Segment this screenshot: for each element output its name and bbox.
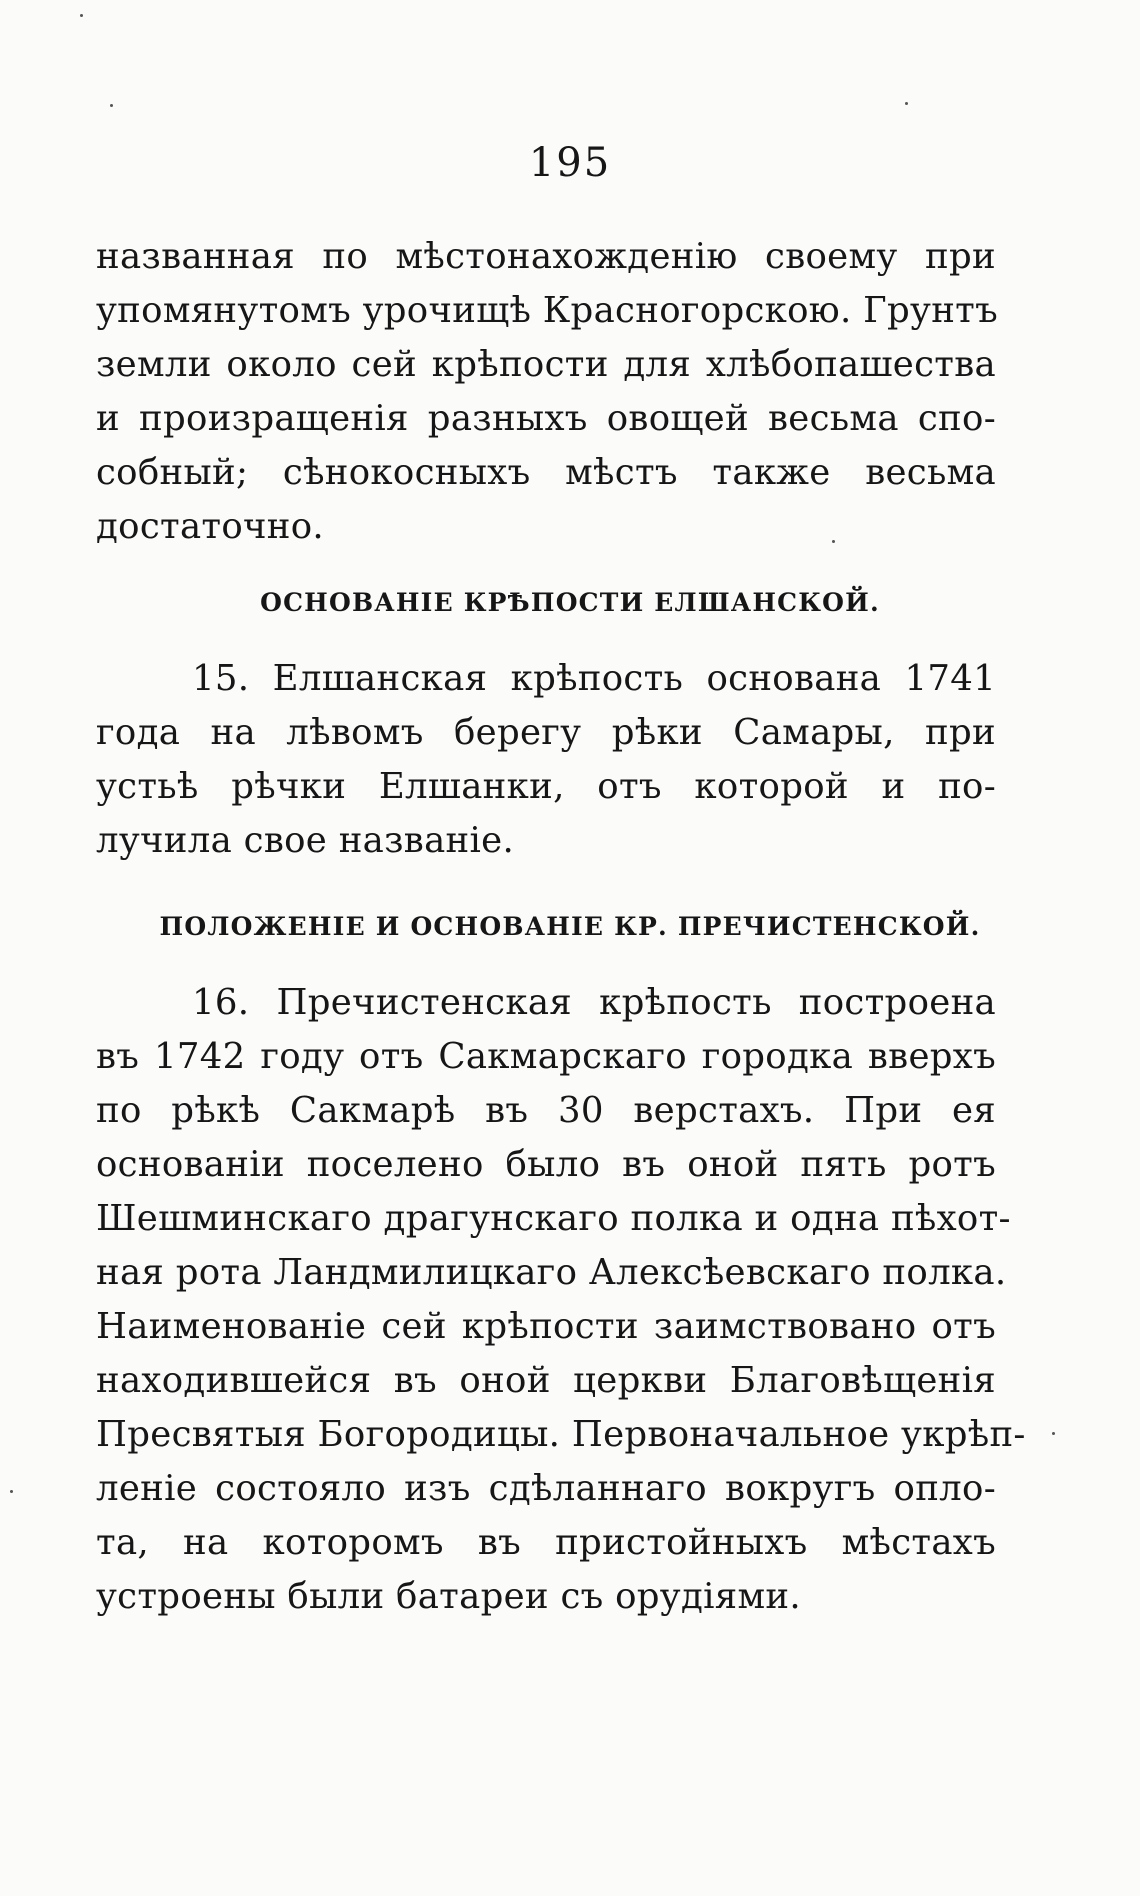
section-heading: ПОЛОЖЕНІЕ И ОСНОВАНІЕ КР. ПРЕЧИСТЕНСКОЙ. — [159, 912, 981, 941]
page-number: 195 — [528, 140, 612, 186]
paragraph-continuation — [96, 230, 996, 554]
text-line: основаніи поселено было въ оной пять ротъ — [96, 1144, 996, 1185]
text-line: собный; сѣнокосныхъ мѣстъ также весьма — [96, 452, 996, 493]
print-speck — [1052, 1432, 1055, 1435]
text-line: и произращенія разныхъ овощей весьма спо- — [96, 398, 996, 439]
text-line: по рѣкѣ Сакмарѣ въ 30 верстахъ. При ея — [96, 1090, 996, 1131]
text-line: упомянутомъ урочищѣ Красногорскою. Грунтъ — [96, 290, 998, 331]
text-line: лучила свое названіе. — [96, 820, 515, 861]
text-line: земли около сей крѣпости для хлѣбопашества — [96, 344, 996, 385]
text-line: та, на которомъ въ пристойныхъ мѣстахъ — [96, 1522, 996, 1563]
print-speck — [80, 14, 83, 17]
text-line: устроены были батареи съ орудіями. — [96, 1576, 801, 1617]
print-speck — [905, 102, 908, 105]
text-line: Наименованіе сей крѣпости заимствовано отъ — [96, 1306, 996, 1347]
text-line: ная рота Ландмилицкаго Алексѣевскаго полка. — [96, 1252, 1007, 1293]
paragraph-16 — [96, 976, 1026, 1624]
section-heading: ОСНОВАНІЕ КРѢПОСТИ ЕЛШАНСКОЙ. — [260, 588, 880, 617]
text-line: года на лѣвомъ берегу рѣки Самары, при — [96, 712, 996, 753]
text-line: леніе состояло изъ сдѣланнаго вокругъ оплo- — [96, 1468, 996, 1509]
text-line: 15. Елшанская крѣпость основана 1741 — [192, 658, 996, 699]
print-speck — [110, 104, 113, 107]
text-line: устьѣ рѣчки Елшанки, отъ которой и по- — [96, 766, 996, 807]
text-line: названная по мѣстонахожденію своему при — [96, 236, 996, 277]
text-line: Пресвятыя Богородицы. Первоначальное укрѣп- — [96, 1414, 1026, 1455]
text-line: достаточно. — [96, 506, 325, 547]
text-line: Шешминскаго драгунскаго полка и одна пѣхот- — [96, 1198, 1011, 1239]
text-line: находившейся въ оной церкви Благовѣщенія — [96, 1360, 996, 1401]
text-line: 16. Пречистенская крѣпость построена — [192, 982, 996, 1023]
print-speck — [10, 1490, 13, 1493]
text-line: въ 1742 году отъ Сакмарскаго городка вверхъ — [96, 1036, 996, 1077]
paragraph-15 — [96, 652, 996, 868]
